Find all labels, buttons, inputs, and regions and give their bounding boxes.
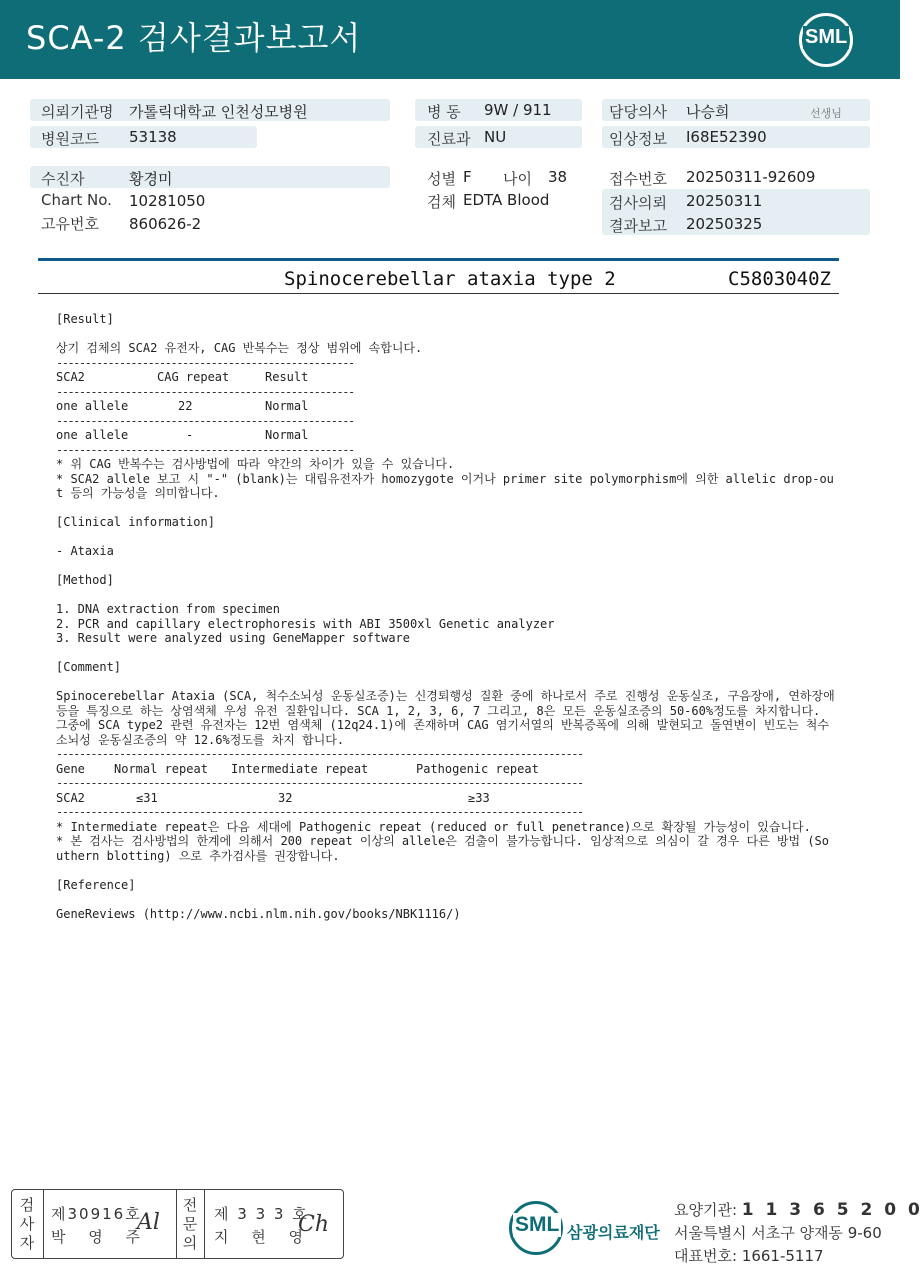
table-row: one allele - Normal — [56, 428, 309, 442]
result-col-repeat: CAG repeat — [157, 370, 230, 384]
specialist-label: 전 문 의 — [182, 1196, 198, 1252]
report-title: SCA-2 검사결과보고서 — [26, 19, 362, 57]
examiner-license-no: 제30916호 — [51, 1205, 142, 1223]
divider-bottom — [38, 293, 839, 294]
institution-value: 가톨릭대학교 인천성모병원 — [129, 103, 308, 121]
phone: 대표번호: 1661-5117 — [674, 1247, 824, 1265]
result-note: * SCA2 allele 보고 시 "-" (blank)는 대립유전자가 homozygote 이거나 primer site polymorphism에 의한 allelic drop-out 등의 가능성을 의미합니다. — [56, 471, 834, 500]
receipt-no-label: 접수번호 — [609, 170, 667, 188]
comment-note: * Intermediate repeat은 다음 세대에 Pathogenic repeat (reduced or full penetrance)으로 확장될 가능성이 있습니다. — [56, 819, 811, 834]
clinical-heading: [Clinical information] — [56, 515, 215, 529]
org-logo: SML — [515, 1213, 560, 1236]
department-label: 진료과 — [427, 130, 471, 148]
table-row: SCA2 ≤31 32 ≥33 — [56, 790, 490, 805]
specimen-label: 검체 — [427, 193, 456, 211]
ward-label: 병 동 — [427, 103, 461, 121]
result-note: * 위 CAG 반복수는 검사방법에 따라 약간의 차이가 있을 수 있습니다. — [56, 457, 455, 471]
table-row: one allele 22 Normal — [56, 399, 309, 413]
patient-label: 수진자 — [41, 170, 85, 188]
reference-heading: [Reference] — [56, 877, 136, 892]
comment-note: * 본 검사는 검사방법의 한계에 의해서 200 repeat 이상의 allele은 검출이 불가능합니다. 임상적으로 의심이 갈 경우 다른 방법 (Southern blotting) 으로 추가검사를 권장합니다. — [56, 834, 829, 863]
institution-label: 의뢰기관명 — [41, 103, 114, 121]
doctor-suffix: 선생님 — [810, 107, 842, 120]
unique-no-value: 860626-2 — [129, 215, 202, 233]
method-item: 1. DNA extraction from specimen — [56, 602, 280, 616]
report-body — [56, 312, 842, 921]
specialist-license-no: 제 3 3 3 호 — [214, 1205, 309, 1223]
result-col-gene: SCA2 — [56, 370, 85, 384]
divider-top — [38, 258, 839, 261]
method-item: 2. PCR and capillary electrophoresis with ABI 3500xl Genetic analyzer — [56, 616, 555, 631]
patient-value: 황경미 — [129, 170, 173, 188]
table-divider: ---------------------------------------------------- — [56, 442, 354, 457]
specimen-value: EDTA Blood — [463, 191, 550, 209]
gene-table-header: Gene Normal repeat Intermediate repeat Pathogenic repeat — [56, 761, 539, 776]
sex-value: F — [463, 168, 472, 186]
test-code: C5803040Z — [728, 268, 831, 290]
chart-no-label: Chart No. — [41, 191, 112, 209]
doctor-label: 담당의사 — [609, 103, 667, 121]
table-divider: -------------------------------------------------------------------------------------------- — [56, 776, 583, 790]
receipt-no-value: 20250311-92609 — [686, 168, 816, 186]
table-divider: -------------------------------------------------------------------------------------------- — [56, 805, 583, 819]
clinical-text: - Ataxia — [56, 544, 114, 558]
specialist-name: 지 현 영 — [214, 1228, 313, 1246]
org-name: 삼광의료재단 — [567, 1223, 660, 1242]
age-label: 나이 — [503, 170, 532, 188]
clinical-info-value: I68E52390 — [686, 128, 767, 146]
report-date-label: 결과보고 — [609, 217, 667, 235]
method-heading: [Method] — [56, 573, 114, 587]
hospital-code-value: 53138 — [129, 128, 177, 146]
method-item: 3. Result were analyzed using GeneMapper software — [56, 631, 411, 645]
sex-label: 성별 — [427, 170, 456, 188]
report-date-value: 20250325 — [686, 215, 763, 233]
chart-no-value: 10281050 — [129, 192, 206, 210]
examiner-label: 검 사 자 — [19, 1196, 35, 1252]
doctor-value: 나승희 — [686, 103, 730, 121]
address: 서울특별시 서초구 양재동 9-60 — [674, 1224, 882, 1242]
table-divider: ---------------------------------------------------- — [56, 384, 354, 399]
signature-box — [11, 1189, 344, 1259]
examiner-signature: Al — [137, 1210, 160, 1235]
hospital-code-label: 병원코드 — [41, 130, 99, 148]
header-banner — [0, 0, 900, 79]
reference-link[interactable]: GeneReviews (http://www.ncbi.nlm.nih.gov/books/NBK1116/) — [56, 906, 461, 921]
comment-heading: [Comment] — [56, 660, 122, 674]
test-name: Spinocerebellar ataxia type 2 — [284, 268, 616, 290]
table-divider: -------------------------------------------------------------------------------------------- — [56, 747, 583, 761]
request-date-label: 검사의뢰 — [609, 194, 667, 212]
result-col-result: Result — [265, 370, 309, 384]
table-divider: ---------------------------------------------------- — [56, 355, 354, 370]
table-divider: ---------------------------------------------------- — [56, 413, 354, 428]
clinical-info-label: 임상정보 — [609, 130, 667, 148]
examiner-name: 박 영 주 — [51, 1228, 150, 1246]
request-date-value: 20250311 — [686, 192, 763, 210]
age-value: 38 — [548, 168, 568, 186]
result-table-header — [56, 370, 836, 385]
ward-value: 9W / 911 — [484, 101, 552, 119]
specialist-signature: Ch — [298, 1212, 330, 1237]
department-value: NU — [484, 128, 507, 146]
unique-no-label: 고유번호 — [41, 215, 99, 233]
result-heading: [Result] — [56, 312, 114, 326]
sml-logo: SML — [805, 26, 848, 48]
care-code: 요양기관: 1 1 3 6 5 2 0 0 — [674, 1200, 923, 1220]
result-summary: 상기 검체의 SCA2 유전자, CAG 반복수는 정상 범위에 속합니다. — [56, 341, 423, 355]
comment-text: Spinocerebellar Ataxia (SCA, 척수소뇌성 운동실조증)는 신경퇴행성 질환 중에 하나로서 주로 진행성 운동실조, 구음장애, 연하장애 등을 특징으로 하는 상염색체 우성 유전 질환입니다. SCA 1, 2, 3, 6, 7 그리고, 8은 모든 운동실조증의 50-60%정도를 차지합니다. 그중에 SCA type2 관련 유전자는 12번 염색체 (12q24.1)에 존재하며 CAG 염기서열의 반복증폭에 의해 발현되고 돌연변이 빈도는 척수소뇌성 운동실조증의 약 12.6%정도를 차지 합니다. — [56, 689, 842, 747]
